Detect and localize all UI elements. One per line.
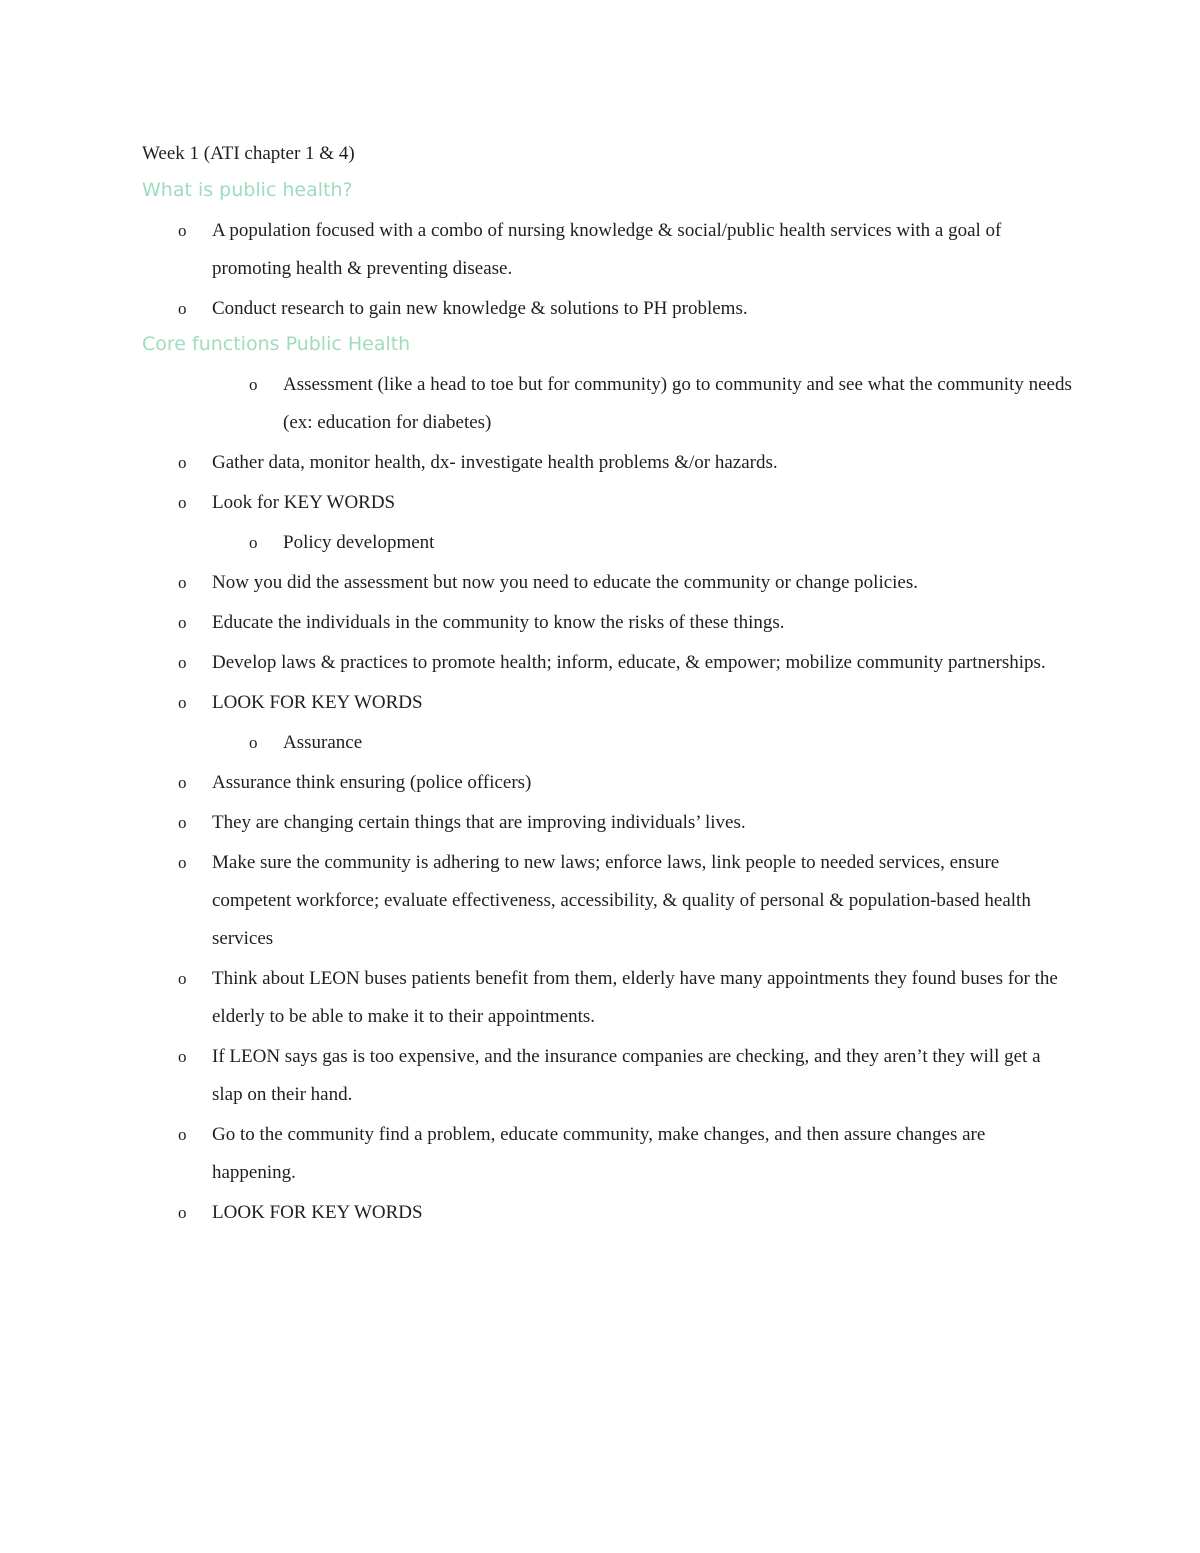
list-item (142, 564, 1072, 602)
list-item (142, 844, 1072, 958)
list-item (142, 604, 1072, 642)
list-item (142, 366, 1072, 442)
list-item-text: Go to the community find a problem, educate community, make changes, and then assure changes are happening. (212, 1124, 986, 1183)
list-item-text: LOOK FOR KEY WORDS (212, 692, 423, 713)
bullet-icon: o (178, 969, 187, 988)
list-item-text: If LEON says gas is too expensive, and the insurance companies are checking, and they aren’t they will get a slap on their hand. (212, 1046, 1041, 1105)
list-item (142, 1038, 1072, 1114)
bullet-icon: o (178, 453, 187, 472)
list-item-text: Assurance (283, 732, 363, 753)
list-item-text: Look for KEY WORDS (212, 492, 396, 513)
list-item-text: Develop laws & practices to promote health; inform, educate, & empower; mobilize community partnerships. (212, 652, 1046, 673)
section-heading: Core functions Public Health (142, 333, 411, 355)
list-item (142, 804, 1072, 842)
bullet-icon: o (178, 573, 187, 592)
list-item-text: Think about LEON buses patients benefit from them, elderly have many appointments they found buses for the elderly to be able to make it to their appointments. (212, 968, 1058, 1027)
bullet-icon: o (178, 299, 187, 318)
bullet-icon: o (178, 813, 187, 832)
list-item (142, 960, 1072, 1036)
list-item-text: Assessment (like a head to toe but for community) go to community and see what the community needs (ex: education for diabetes) (283, 374, 1072, 433)
document-title: Week 1 (ATI chapter 1 & 4) (142, 143, 355, 164)
list-item-text: A population focused with a combo of nursing knowledge & social/public health services with a goal of promoting health & preventing disease. (212, 220, 1002, 279)
list-item (142, 684, 1072, 722)
list-item-text: Assurance think ensuring (police officers) (212, 772, 532, 793)
bullet-icon: o (178, 1125, 187, 1144)
list-item (142, 644, 1072, 682)
list-item (142, 1194, 1072, 1232)
list-item (142, 484, 1072, 522)
list-item-text: Educate the individuals in the community to know the risks of these things. (212, 612, 785, 633)
bullet-icon: o (178, 693, 187, 712)
bullet-icon: o (178, 773, 187, 792)
list-item-text: Make sure the community is adhering to new laws; enforce laws, link people to needed services, ensure competent workforce; evaluate effectiveness, accessibility, & quality of personal & population-based health services (212, 852, 1031, 949)
list-item (142, 764, 1072, 802)
section-heading: What is public health? (142, 179, 353, 201)
list-item (142, 1116, 1072, 1192)
list-item (142, 524, 1072, 562)
list-item (142, 444, 1072, 482)
bullet-icon: o (178, 653, 187, 672)
list-item (142, 724, 1072, 762)
list-item (142, 290, 1072, 328)
list-item-text: Gather data, monitor health, dx- investigate health problems &/or hazards. (212, 452, 778, 473)
bullet-icon: o (178, 221, 187, 240)
bullet-icon: o (178, 1047, 187, 1066)
bullet-icon: o (249, 533, 258, 552)
bullet-icon: o (249, 733, 258, 752)
list-item-text: They are changing certain things that are improving individuals’ lives. (212, 812, 746, 833)
bullet-icon: o (249, 375, 258, 394)
list-item-text: Policy development (283, 532, 435, 553)
bullet-icon: o (178, 493, 187, 512)
bullet-icon: o (178, 1203, 187, 1222)
list-item-text: Now you did the assessment but now you need to educate the community or change policies. (212, 572, 919, 593)
document-body (142, 140, 1072, 1234)
list-item (142, 212, 1072, 288)
bullet-icon: o (178, 613, 187, 632)
list-item-text: Conduct research to gain new knowledge & solutions to PH problems. (212, 298, 748, 319)
list-item-text: LOOK FOR KEY WORDS (212, 1202, 423, 1223)
bullet-icon: o (178, 853, 187, 872)
